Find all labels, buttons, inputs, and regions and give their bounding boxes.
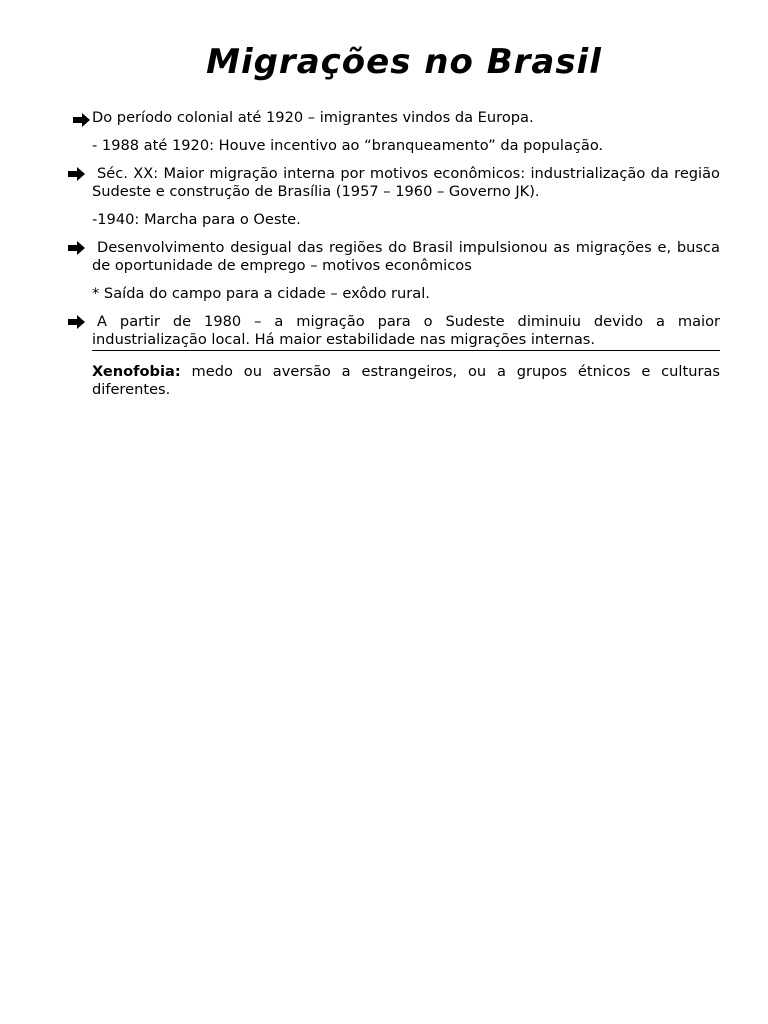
paragraph-text: -1940: Marcha para o Oeste. xyxy=(92,211,301,228)
term-xenofobia: Xenofobia: xyxy=(92,363,181,380)
paragraph-text: Séc. XX: Maior migração interna por motivos econômicos: industrialização da região Sudeste e construção de Brasília (1957 – 1960 – Governo JK). xyxy=(92,165,720,200)
paragraph-a-partir-1980 xyxy=(92,313,720,351)
paragraph-branqueamento xyxy=(92,137,720,155)
right-arrow-icon xyxy=(68,314,86,330)
right-arrow-icon xyxy=(68,166,86,182)
right-arrow-icon xyxy=(73,112,91,128)
paragraph-xenofobia xyxy=(92,363,720,399)
definition-text: medo ou aversão a estrangeiros, ou a grupos étnicos e culturas diferentes. xyxy=(92,363,721,398)
paragraph-colonial-period xyxy=(92,109,720,127)
right-arrow-icon xyxy=(68,240,86,256)
paragraph-text: Do período colonial até 1920 – imigrantes vindos da Europa. xyxy=(92,109,534,126)
paragraph-text: * Saída do campo para a cidade – exôdo rural. xyxy=(92,285,430,302)
paragraph-marcha-oeste xyxy=(92,211,720,229)
paragraph-desenvolvimento xyxy=(92,239,720,275)
paragraph-exodo-rural xyxy=(92,285,720,303)
paragraph-text: - 1988 até 1920: Houve incentivo ao “branqueamento” da população. xyxy=(92,137,604,154)
document-body xyxy=(92,109,720,409)
page-title: Migrações no Brasil xyxy=(206,42,602,82)
paragraph-seculo-xx xyxy=(92,165,720,201)
paragraph-text: Desenvolvimento desigual das regiões do Brasil impulsionou as migrações e, busca de oportunidade de emprego – motivos econômicos xyxy=(92,239,720,274)
paragraph-text: A partir de 1980 – a migração para o Sudeste diminuiu devido a maior industrialização local. Há maior estabilidade nas migrações internas. xyxy=(92,313,720,348)
